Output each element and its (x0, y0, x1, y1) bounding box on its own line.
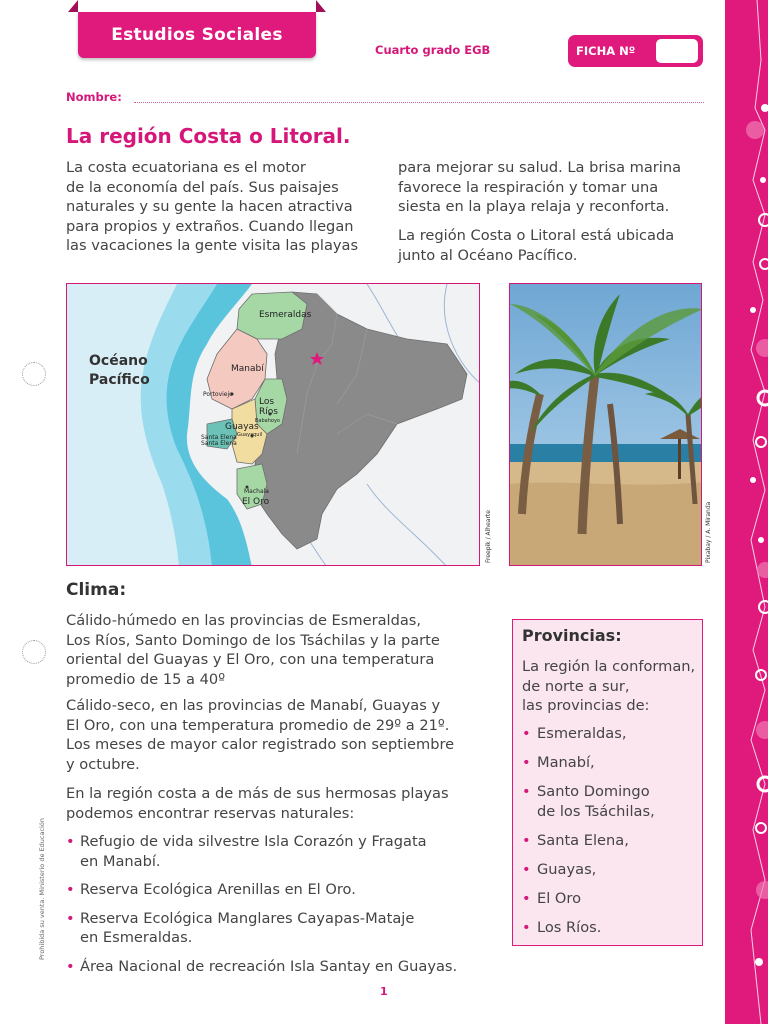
text-line: • Área Nacional de recreación Isla Santay en Guayas. (80, 957, 458, 975)
ocean-label (89, 352, 150, 390)
intro-left-paragraph (66, 158, 376, 256)
text-line: de los Tsáchilas, (537, 802, 655, 820)
text-line: en Esmeraldas. (80, 929, 193, 946)
list-item (522, 889, 698, 909)
beach-photo (509, 283, 702, 566)
provinces-intro (522, 657, 698, 716)
text-line: en Manabí. (80, 852, 161, 870)
city-label-portoviejo: Portoviejo (203, 391, 233, 398)
text-line: junto al Océano Pacífico. (398, 246, 578, 264)
ficha-label: FICHA Nº (576, 44, 636, 58)
text-line: Cálido-húmedo en las provincias de Esmeraldas, (66, 612, 422, 629)
list-item (66, 880, 466, 900)
province-label-los-rios (259, 397, 278, 417)
province-label-guayas: Guayas (225, 422, 259, 432)
text-line: • Reserva Ecológica Arenillas en El Oro. (80, 881, 356, 898)
text-line: • Santa Elena, (537, 831, 629, 849)
text-line: La costa ecuatoriana es el motor (66, 159, 306, 176)
intro-right-paragraph (398, 158, 698, 217)
grade-label: Cuarto grado EGB (375, 43, 491, 57)
text-line: siesta en la playa relaja y reconforta. (398, 198, 670, 215)
intro-right-paragraph-2 (398, 226, 698, 265)
text-line: promedio de 15 a 40º (66, 670, 226, 688)
text-line: favorece la respiración y tomar una (398, 178, 659, 196)
province-label-line: Los (259, 397, 275, 407)
text-line: • El Oro (537, 889, 582, 907)
map-credit: Freepik / Alhearte (485, 510, 492, 563)
province-label-santa-elena (201, 435, 237, 447)
provinces-list (522, 724, 698, 947)
text-line: La región Costa o Litoral está ubicada (398, 227, 675, 244)
subject-label: Estudios Sociales (111, 25, 283, 45)
ocean-label-line: Océano (89, 353, 148, 369)
city-label-guayaquil: Guayaquil (237, 432, 263, 438)
reserves-list (66, 832, 466, 985)
text-line: El Oro, con una temperatura promedio de 29º a 21º. (66, 716, 450, 734)
text-line: • Santo Domingo (537, 783, 650, 800)
beach-palm-image (510, 284, 702, 566)
binder-hole (22, 362, 46, 386)
province-label-line: Santa Elena (201, 440, 237, 447)
list-item (522, 860, 698, 880)
map-illustration (67, 284, 480, 566)
list-item (66, 909, 466, 948)
photo-credit: Pixabay / A. Miranda (705, 501, 712, 563)
ficha-number-field[interactable] (656, 39, 698, 63)
clima-paragraph-2 (66, 696, 486, 774)
text-line: • Refugio de vida silvestre Isla Corazón y Fragata (80, 833, 427, 850)
list-item (522, 831, 698, 851)
page-number: 1 (380, 985, 388, 998)
text-line: para propios y extraños. Cuando llegan (66, 217, 354, 235)
clima-paragraph-1 (66, 611, 486, 689)
clima-paragraph-3 (66, 784, 486, 823)
text-line: de la economía del país. Sus paisajes (66, 178, 339, 196)
name-label: Nombre: (66, 90, 122, 104)
list-item (522, 918, 698, 938)
text-line: • Manabí, (537, 754, 595, 771)
right-bar-decoration (725, 0, 768, 1024)
list-item (522, 724, 698, 744)
list-item (522, 753, 698, 773)
ocean-label-line: Pacífico (89, 372, 150, 388)
list-item (522, 782, 698, 821)
province-label-line: Santa Elena (201, 434, 237, 441)
text-line: • Los Ríos. (537, 918, 602, 936)
text-line: naturales y su gente la hacen atractiva (66, 198, 353, 215)
province-label-line: Ríos (259, 407, 278, 417)
text-line: • Guayas, (537, 860, 597, 878)
text-line: En la región costa a de más de sus hermosas playas (66, 785, 449, 802)
text-line: las vacaciones la gente visita las playas (66, 237, 359, 254)
province-label-el-oro: El Oro (242, 497, 270, 507)
provinces-box (512, 619, 703, 946)
text-line: de norte a sur, (522, 677, 630, 695)
list-item (66, 957, 466, 977)
text-line: las provincias de: (522, 697, 650, 714)
text-line: oriental del Guayas y El Oro, con una temperatura (66, 651, 435, 668)
city-label-machala: Machala (244, 488, 269, 495)
text-line: y octubre. (66, 755, 140, 773)
province-label-manabi: Manabí (231, 364, 264, 374)
text-line: para mejorar su salud. La brisa marina (398, 159, 682, 176)
text-line: podemos encontrar reservas naturales: (66, 804, 355, 822)
province-label-esmeraldas: Esmeraldas (259, 310, 312, 320)
text-line: Los meses de mayor calor registrado son septiembre (66, 736, 455, 753)
coast-region-map (66, 283, 480, 566)
provinces-heading: Provincias: (522, 626, 622, 645)
city-label-babahoyo: Babahoyo (255, 418, 280, 424)
clima-heading: Clima: (66, 580, 127, 600)
text-line: Los Ríos, Santo Domingo de los Tsáchilas y la parte (66, 631, 440, 649)
page-title: La región Costa o Litoral. (66, 124, 351, 148)
binder-hole (22, 640, 46, 664)
ficha-number-box (568, 35, 703, 67)
text-line: Cálido-seco, en las provincias de Manabí, Guayas y (66, 697, 441, 714)
text-line: • Esmeraldas, (537, 725, 627, 742)
name-field-line[interactable] (134, 102, 704, 103)
text-line: La región la conforman, (522, 658, 696, 675)
subject-tab (78, 12, 316, 58)
list-item (66, 832, 466, 871)
text-line: • Reserva Ecológica Manglares Cayapas-Mataje (80, 909, 415, 927)
side-note: Prohibida su venta. Ministerio de Educación (38, 818, 46, 960)
